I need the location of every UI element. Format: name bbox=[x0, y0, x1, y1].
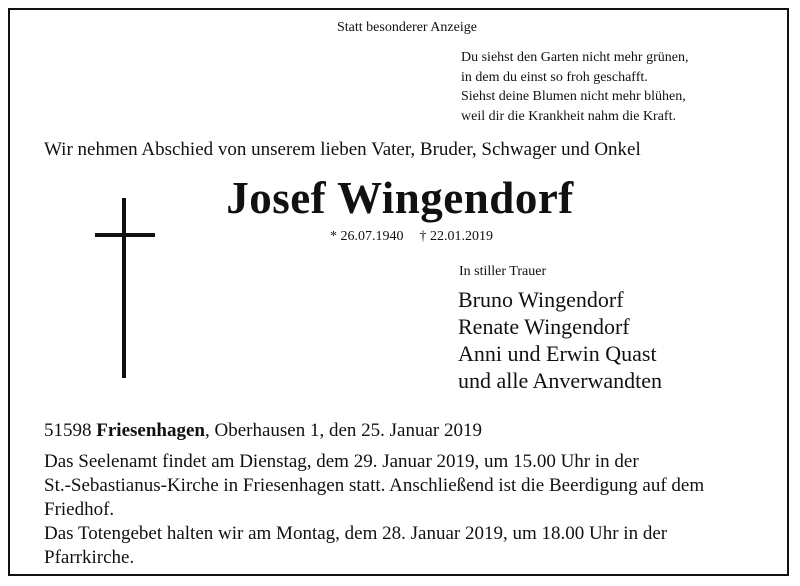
cross-icon-bar bbox=[95, 233, 155, 237]
poem-line: in dem du einst so froh geschafft. bbox=[461, 69, 648, 85]
poem-line: Siehst deine Blumen nicht mehr blühen, bbox=[461, 89, 686, 104]
address-date: , Oberhausen 1, den 25. Januar 2019 bbox=[204, 420, 482, 441]
info-line: Das Seelenamt findet am Dienstag, dem 29. Januar 2019, um 15.00 Uhr in der bbox=[44, 451, 639, 472]
mourner-name: und alle Anverwandten bbox=[458, 368, 663, 393]
info-line: St.-Sebastianus-Kirche in Friesenhagen statt. Anschließend ist die Beerdigung auf dem bbox=[44, 475, 705, 496]
life-dates bbox=[330, 229, 493, 245]
deceased-name: Josef Wingendorf bbox=[226, 173, 574, 223]
death-date: † 22.01.2019 bbox=[419, 229, 493, 244]
info-line: Das Totengebet halten wir am Montag, dem 28. Januar 2019, um 18.00 Uhr in der bbox=[44, 523, 668, 544]
poem bbox=[461, 48, 688, 126]
postal-code: 51598 bbox=[44, 420, 92, 441]
notice-header: Statt besonderer Anzeige bbox=[337, 20, 477, 35]
place-date-line bbox=[44, 420, 482, 442]
mourner-name: Anni und Erwin Quast bbox=[458, 341, 657, 366]
service-info bbox=[44, 450, 704, 570]
farewell-intro: Wir nehmen Abschied von unserem lieben Vater, Bruder, Schwager und Onkel bbox=[44, 139, 641, 160]
poem-line: weil dir die Krankheit nahm die Kraft. bbox=[461, 108, 676, 124]
mourning-heading: In stiller Trauer bbox=[459, 264, 547, 279]
birth-date: * 26.07.1940 bbox=[330, 229, 404, 244]
info-line: Friedhof. bbox=[44, 499, 115, 520]
cross-icon bbox=[122, 198, 126, 378]
poem-line: Du siehst den Garten nicht mehr grünen, bbox=[461, 50, 689, 65]
mourner-name: Renate Wingendorf bbox=[458, 314, 630, 339]
mourner-name: Bruno Wingendorf bbox=[458, 287, 624, 312]
town-name: Friesenhagen bbox=[96, 420, 205, 441]
info-line: Pfarrkirche. bbox=[44, 547, 135, 568]
mourners-list bbox=[458, 286, 662, 394]
